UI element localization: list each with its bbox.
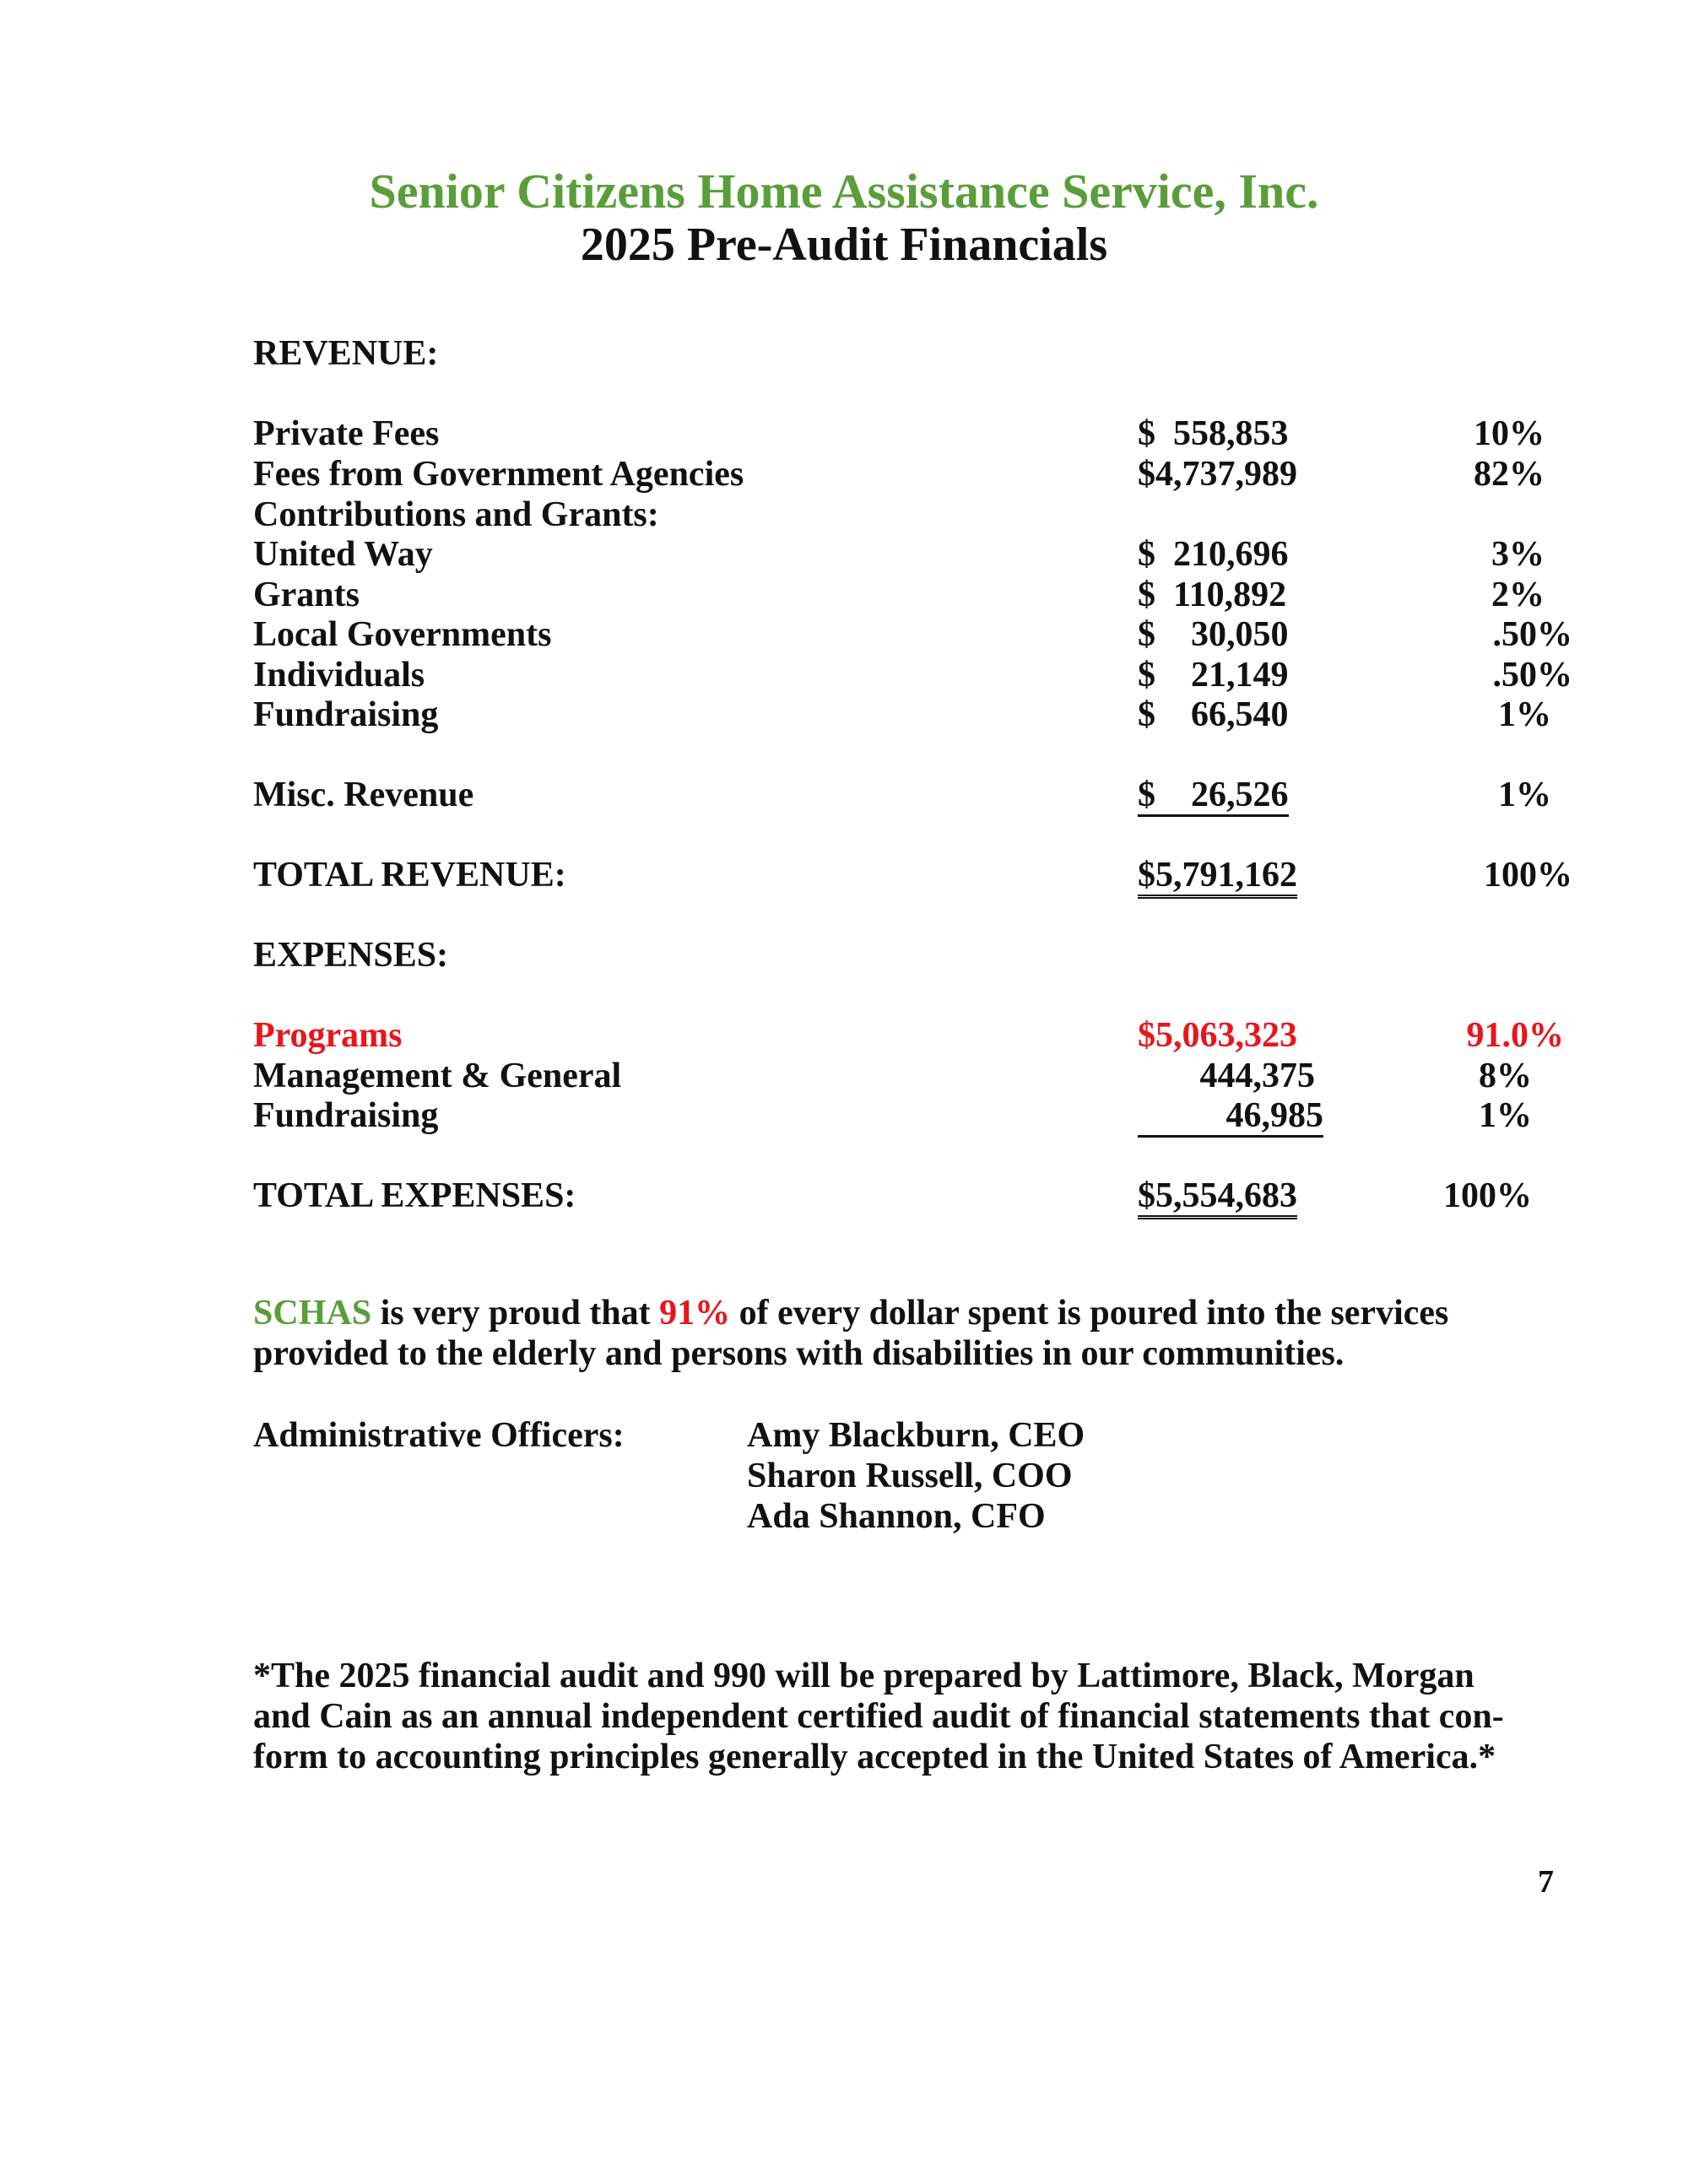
gov-fees-percent: 82%: [1474, 455, 1545, 494]
statement-line-2: provided to the elderly and persons with disabilities in our communities.: [253, 1334, 1344, 1373]
management-label: Management & General: [253, 1057, 622, 1095]
org-abbreviation: SCHAS: [253, 1294, 372, 1333]
organization-title: Senior Citizens Home Assistance Service, Inc.: [369, 164, 1319, 219]
gov-fees-amount: $4,737,989: [1138, 455, 1297, 494]
total-revenue-label: TOTAL REVENUE:: [253, 856, 566, 895]
statement-line-1: [253, 1293, 1448, 1333]
individuals-amount: $ 21,149: [1138, 656, 1289, 695]
revenue-fundraising-amount: $ 66,540: [1138, 695, 1289, 734]
revenue-fundraising-label: Fundraising: [253, 695, 439, 734]
total-expenses-label: TOTAL EXPENSES:: [253, 1176, 576, 1215]
officer-coo: Sharon Russell, COO: [747, 1457, 1073, 1495]
expense-fundraising-amount: 46,985: [1138, 1098, 1323, 1138]
grants-percent: 2%: [1491, 576, 1545, 614]
grants-label: Grants: [253, 576, 360, 614]
officer-ceo: Amy Blackburn, CEO: [747, 1416, 1085, 1455]
management-amount: 444,375: [1199, 1057, 1315, 1095]
revenue-fundraising-percent: 1%: [1498, 695, 1551, 734]
total-revenue-percent: 100%: [1484, 856, 1572, 895]
footnote-line-1: *The 2025 financial audit and 990 will be prepared by Lattimore, Black, Morgan: [253, 1657, 1474, 1695]
united-way-amount: $ 210,696: [1138, 535, 1289, 574]
programs-amount: $5,063,323: [1138, 1016, 1297, 1055]
statement-text-1: is very proud that: [371, 1294, 660, 1333]
management-percent: 8%: [1479, 1057, 1532, 1095]
united-way-label: United Way: [253, 535, 433, 574]
audit-footnote: [253, 1656, 1504, 1777]
page-number: 7: [1538, 1864, 1554, 1900]
private-fees-percent: 10%: [1474, 414, 1545, 453]
footnote-line-2: and Cain as an annual independent certified audit of financial statements that con-: [253, 1697, 1504, 1736]
total-expenses-percent: 100%: [1443, 1176, 1532, 1215]
individuals-percent: .50%: [1492, 656, 1572, 695]
footnote-line-3: form to accounting principles generally accepted in the United States of America.*: [253, 1738, 1496, 1776]
total-revenue-amount: $5,791,162: [1138, 857, 1297, 899]
statement-paragraph: [253, 1293, 1448, 1374]
officer-cfo: Ada Shannon, CFO: [747, 1497, 1046, 1536]
expenses-heading: EXPENSES:: [253, 936, 449, 975]
gov-fees-label: Fees from Government Agencies: [253, 455, 744, 494]
expense-fundraising-percent: 1%: [1479, 1096, 1532, 1135]
local-gov-percent: .50%: [1492, 615, 1572, 654]
total-expenses-amount: $5,554,683: [1138, 1178, 1297, 1219]
revenue-heading: REVENUE:: [253, 334, 439, 373]
misc-revenue-label: Misc. Revenue: [253, 776, 474, 814]
document-title: 2025 Pre-Audit Financials: [580, 219, 1108, 271]
misc-revenue-percent: 1%: [1498, 776, 1551, 814]
misc-revenue-amount: $ 26,526: [1138, 777, 1289, 817]
local-gov-label: Local Governments: [253, 615, 552, 654]
programs-percent: 91.0%: [1466, 1016, 1564, 1055]
local-gov-amount: $ 30,050: [1138, 615, 1289, 654]
programs-label: Programs: [253, 1016, 403, 1055]
statement-text-2: of every dollar spent is poured into the services: [730, 1294, 1449, 1333]
expense-fundraising-label: Fundraising: [253, 1096, 439, 1135]
private-fees-amount: $ 558,853: [1138, 414, 1289, 453]
grants-amount: $ 110,892: [1138, 576, 1287, 614]
united-way-percent: 3%: [1491, 535, 1545, 574]
private-fees-label: Private Fees: [253, 414, 440, 453]
contributions-heading: Contributions and Grants:: [253, 495, 659, 534]
statement-percent: 91%: [659, 1294, 731, 1333]
individuals-label: Individuals: [253, 656, 425, 695]
officers-label: Administrative Officers:: [253, 1416, 625, 1455]
